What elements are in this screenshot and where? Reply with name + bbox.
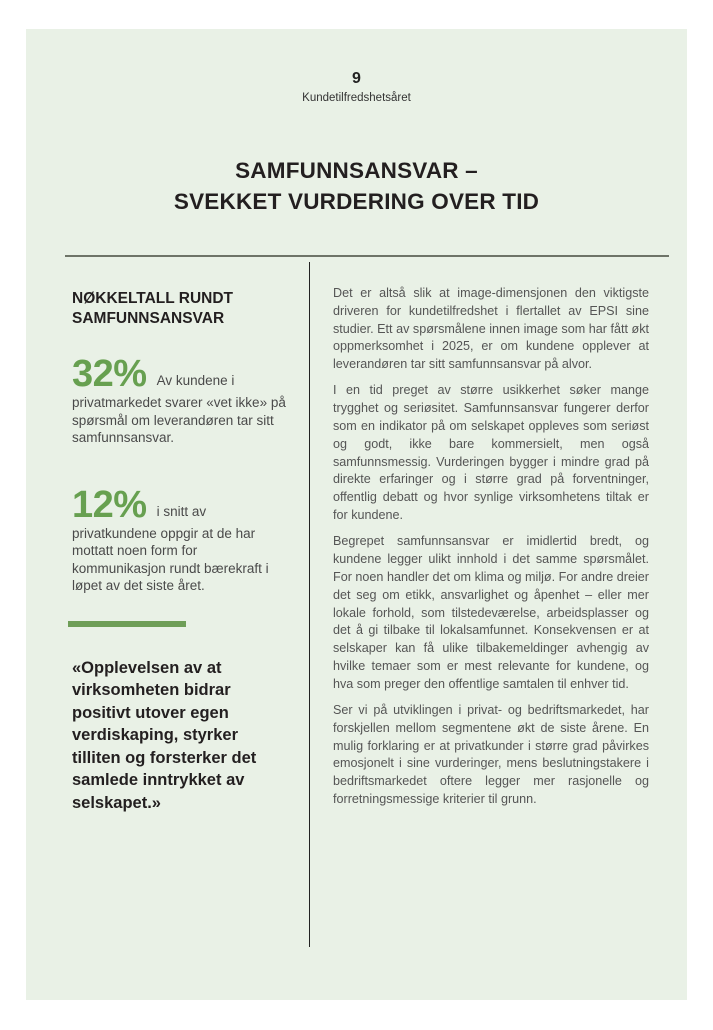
key-figure-stat: [72, 485, 290, 595]
pull-quote: «Opplevelsen av at virksomheten bidrar positivt utover egen verdiskaping, styrker tilliten og forsterker det samlede inntrykket av selskapet.»: [72, 658, 257, 812]
running-title: Kundetilfredshetsåret: [302, 92, 411, 104]
stat-value: 32%: [72, 353, 147, 395]
key-figures-heading-line-1: NØKKELTALL RUNDT: [72, 290, 234, 307]
body-paragraph: Begrepet samfunnsansvar er imidlertid bredt, og kundene legger ulikt innhold i det samme spørsmålet. For noen handler det om klima og miljø. For andre dreier det seg om etikk, ansvarlighet og åpenhet – eller mer lokale forhold, som tilstedeværelse, arbeidsplasser og det å gi tilbake til lokalsamfunnet. Konsekvensen er at selskaper kan få ulike tilbakemeldinger avhengig av hvilke temaer som er mest relevante for kundene, og hva som preger den offentlige samtalen til enhver tid.: [333, 534, 649, 691]
page-title-line-2: SVEKKET VURDERING OVER TID: [173, 189, 540, 214]
body-paragraph: Det er altså slik at image-dimensjonen den viktigste driveren for kundetilfredshet i flertallet av EPSI sine studier. Ett av spørsmålene innen image som har fått økt oppmerksomhet i 2025, er om kundene opplever at leverandøren tar sitt samfunnsansvar på alvor.: [333, 286, 649, 372]
column-divider: [309, 262, 310, 947]
page-number: 9: [352, 70, 361, 87]
stat-description: i snitt av privatkundene oppgir at de har mottatt noen form for kommunikasjon rundt bærekraft i løpet av det siste året.: [72, 503, 269, 593]
key-figures-heading-line-2: SAMFUNNSANSVAR: [72, 310, 225, 327]
stat-description: Av kundene i privatmarkedet svarer «vet ikke» på spørsmål om leverandøren tar sitt samfunnsansvar.: [72, 373, 286, 445]
key-figures-heading: [72, 289, 290, 329]
key-figure-stat: [72, 354, 290, 447]
page-title-line-1: SAMFUNNSANSVAR –: [235, 158, 478, 183]
page-title: [0, 155, 713, 217]
horizontal-divider: [65, 255, 669, 257]
body-paragraph: Ser vi på utviklingen i privat- og bedriftsmarkedet, har forskjellen mellom segmentene økt de siste årene. En mulig forklaring er at privatkunder i større grad påvirkes emosjonelt i sine vurderinger, mens beslutningstakere i bedriftsmarkedet oftere legger mer rasjonelle og forretningsmessige kriterier til grunn.: [333, 703, 649, 807]
stat-value: 12%: [72, 483, 147, 526]
key-figures-sidebar: [72, 289, 290, 814]
body-text-column: [333, 285, 649, 817]
body-paragraph: I en tid preget av større usikkerhet søker mange trygghet og seriøsitet. Samfunnsansvar fungerer derfor som en indikator på om selskapet oppleves som seriøst og godt, ikke bare kommersielt, men også samfunnsmessig. Vurderingen bygger i mindre grad på direkte erfaringer og i større grad på forventninger, offentlig debatt og hvor synlige virksomhetens tiltak er for kundene.: [333, 383, 649, 523]
accent-bar: [68, 621, 186, 627]
